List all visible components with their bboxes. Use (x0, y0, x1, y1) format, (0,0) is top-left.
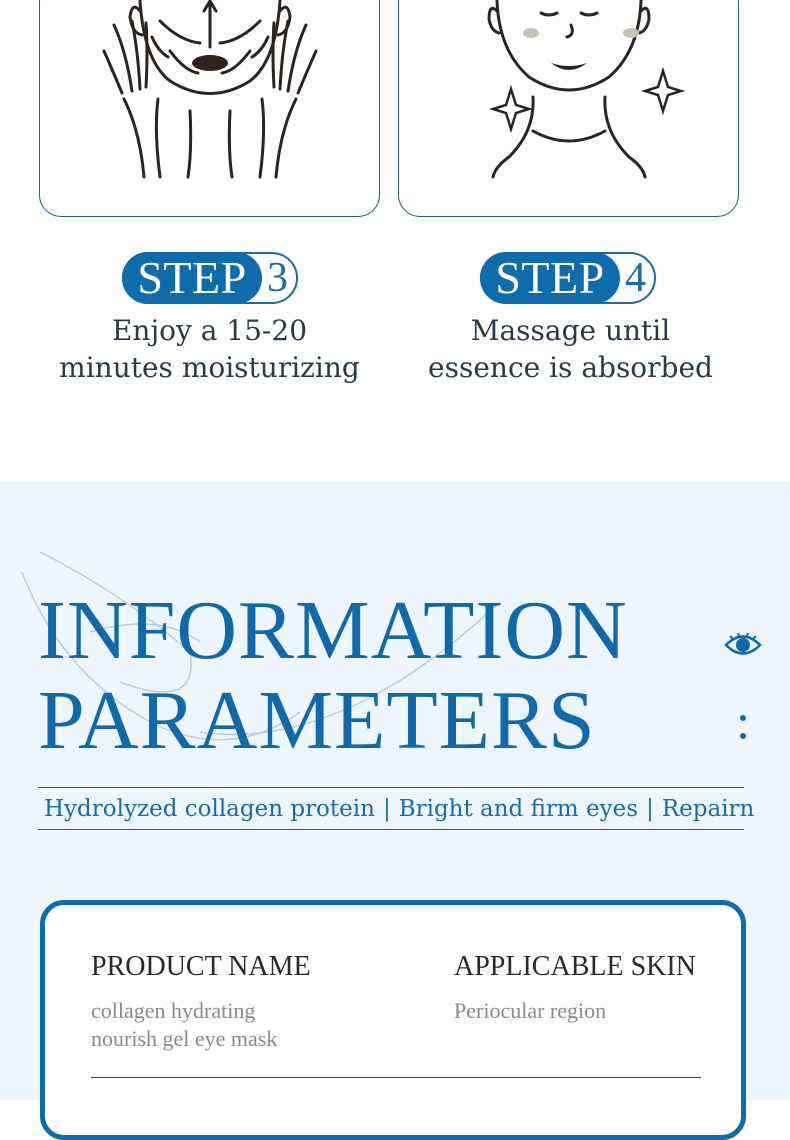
steps-section (0, 0, 790, 482)
colon-dots-icon (736, 710, 750, 744)
feature-item: Repairn (661, 796, 755, 822)
feature-separator: | (646, 796, 654, 822)
product-info-box (40, 900, 746, 1140)
info-title-line1: INFORMATION (38, 584, 628, 677)
step3-line2: minutes moisturizing (59, 351, 360, 384)
step3-line1: Enjoy a 15-20 (111, 314, 308, 347)
applicable-skin-value: Periocular region (454, 998, 607, 1023)
product-name-value (91, 997, 277, 1053)
step4-badge (480, 252, 656, 304)
step4-line1: Massage until (470, 314, 671, 347)
eye-icon (724, 632, 762, 658)
applicable-skin-label: APPLICABLE SKIN (454, 951, 696, 982)
info-divider (91, 1077, 701, 1078)
features-strip (44, 794, 755, 824)
feature-separator: | (382, 796, 391, 822)
face-sparkle-illustration (399, 0, 740, 218)
step3-description (39, 312, 380, 386)
feature-item: Bright and firm eyes (398, 796, 639, 822)
step4-illustration-card (398, 0, 739, 217)
step3-number: 3 (267, 255, 288, 301)
step3-word: STEP (122, 252, 262, 304)
face-massage-illustration (40, 0, 381, 218)
feature-item: Hydrolyzed collagen protein (44, 796, 375, 822)
info-title-line2: PARAMETERS (38, 674, 596, 767)
information-section (0, 482, 790, 1100)
step4-line2: essence is absorbed (428, 351, 713, 384)
product-name-line1: collagen hydrating (91, 998, 256, 1023)
step4-number: 4 (625, 255, 646, 301)
step4-description (400, 312, 741, 386)
product-name-line2: nourish gel eye mask (91, 1026, 278, 1051)
features-top-rule (38, 787, 744, 788)
product-name-label: PRODUCT NAME (91, 951, 311, 982)
step3-badge (122, 252, 298, 304)
step4-word: STEP (480, 252, 620, 304)
step3-illustration-card (39, 0, 380, 217)
features-bottom-rule (38, 829, 744, 830)
